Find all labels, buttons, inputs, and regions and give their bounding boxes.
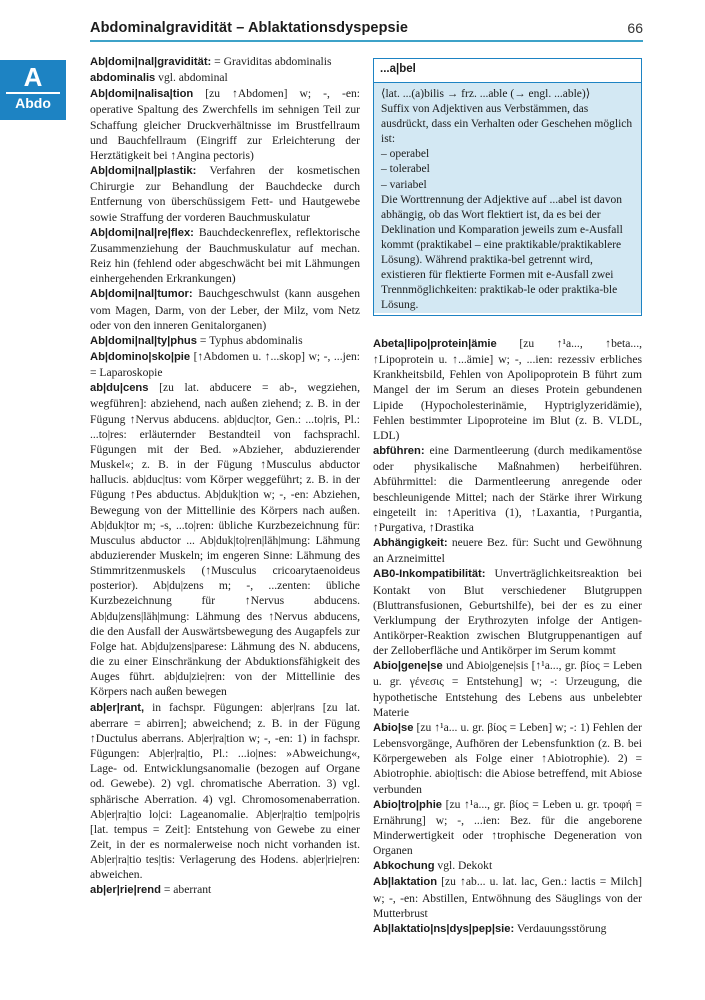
alphabet-thumb-index[interactable] bbox=[0, 60, 66, 120]
page-header bbox=[90, 14, 643, 40]
entry-definition: = Graviditas abdominalis bbox=[211, 55, 332, 68]
entry-headword: Abio|gene|se bbox=[373, 660, 443, 673]
dictionary-entry bbox=[373, 443, 642, 535]
entry-definition: Unverträglichkeitsreaktion bei Kontakt von Blut verschiedener Blutgruppen (Bluttransfusionen, Geburtshilfe), bei der es zu einer Verklumpung der Erythrozyten infolge der Antigen-Antikörper-Reaktion zwischen Blutgruppenantigen auf der Zelloberfläche und Antikörper im Serum kommt bbox=[373, 567, 642, 658]
entry-definition: [↑Abdomen u. ↑...skop] w; -, ...jen: = Laparoskopie bbox=[90, 349, 360, 380]
info-box-line: – variabel bbox=[381, 178, 427, 191]
info-box-line: ⟨lat. ...(a)bilis → frz. ...able (→ engl. ...able)⟩ bbox=[381, 88, 591, 100]
page-title: Abdominalgravidität – Ablaktationsdyspepsie bbox=[90, 20, 408, 36]
dictionary-entry bbox=[90, 225, 360, 287]
info-box-line: – tolerabel bbox=[381, 163, 430, 176]
entry-definition: Verfahren der kosmetischen Chirurgie zur Behandlung der Bauchdecke durch Entfernung von überschüssigem Fett- und Hautgewebe sowie Straffung der vorderen Bauchmuskulatur bbox=[90, 164, 360, 224]
dictionary-entry bbox=[373, 658, 642, 720]
header-divider bbox=[90, 40, 643, 42]
entry-definition: [zu lat. abducere = ab-, wegziehen, wegführen]: abziehend, nach außen ziehend; z. B. in der Fügung ↑Nervus abducens. ab|duc|tor, Gen.: ...to|ris, Pl.: ...to|res: erläuternder Bestandteil von fachsprachl. Fügungen mit der Bed. »Abzieher, abduzierender Muskel«; z. B. in der Fügung ↑Musculus abductor hallucis. ab|duc|tus: vom Körper weggeführt; z. B. in der Fügung ↑Pes abductus. Ab|duk|tion w; -, -en: Abziehen, Bewegung von der Mittellinie des Körpers nach außen. Ab|duk|tor m; -s, ...to|ren: übliche Kurzbezeichnung für: Musculus abductor ... Ab|duk|to|ren|läh|mung: Lähmung abduzierender Muskeln; im engeren Sinne: Lähmung des Stimmritzenmuskels (↑Musculus cricoarytaenoideus posterior). Ab|du|zens m; -, ...zenten: übliche Kurzbezeichnung für ↑Nervus abducens. Ab|du|zens|läh|mung: Lähmung des ↑Nervus abducens, die den Ausfall der Auswärtsbewegung des Augapfels zur Folge hat. Ab|du|zens|parese: Lähmung des N. abducens, die zu einer Einschränkung der Abduktionsfähigkeit des Auges führt. ab|du|zie|ren: von der Mittellinie des Körpers nach außen bewegen bbox=[90, 381, 360, 699]
entry-definition: [zu ↑Abdomen] w; -, -en: operative Spaltung des Zwerchfells im sehnigen Teil zur Schaffung gleicher Druckverhältnisse im Brustfellraum und Bauchfellraum (Eingriff zur Erleichterung der Herztätigkeit bei ↑Angina pectoris) bbox=[90, 87, 360, 162]
page-number: 66 bbox=[627, 20, 643, 36]
dictionary-entry bbox=[90, 163, 360, 225]
entry-headword: ab|er|rant, bbox=[90, 701, 145, 714]
dictionary-entry bbox=[90, 700, 360, 883]
entry-headword: Ab|domi|nal|plastik: bbox=[90, 165, 197, 178]
dictionary-entry bbox=[373, 797, 642, 859]
dictionary-entry bbox=[90, 70, 360, 86]
info-box-line: – operabel bbox=[381, 148, 430, 161]
entry-headword: Abkochung bbox=[373, 860, 435, 873]
entry-definition: neuere Bez. für: Sucht und Gewöhnung an Arzneimittel bbox=[373, 536, 642, 566]
entry-definition: [zu ↑¹a..., ↑beta..., ↑Lipoprotein u. ↑...ämie] w; -, ...ien: rezessiv erbliches Krankheitsbild, Fehlen von Apolipoprotein B führt zum Mangel der im Serum an dieses Protein gebundenen Lipide (Hypocholesterinämie, Hyptriglyzeridämie), Fehlen bestimmter Lipoproteine im Blut (z. B. VLDL, LDL) bbox=[373, 337, 642, 442]
info-box-header bbox=[374, 59, 641, 83]
dictionary-entry bbox=[373, 874, 642, 920]
dictionary-entry bbox=[90, 54, 360, 70]
entry-definition: und Abio|gene|sis [↑¹a..., gr. βίος = Leben u. gr. γένεσις = Entstehung] w; -: Urzeugung, die hypothetische Entstehung des Lebens aus unbelebter Materie bbox=[373, 659, 642, 719]
entry-headword: Ab|domino|sko|pie bbox=[90, 350, 191, 363]
info-box-body bbox=[374, 83, 641, 313]
entry-definition: = aberrant bbox=[160, 883, 212, 897]
entry-headword: Abeta|lipo|protein|ämie bbox=[373, 338, 497, 350]
entry-headword: Ab|domi|nal|ty|phus bbox=[90, 334, 197, 347]
entry-headword: abdominalis bbox=[90, 72, 156, 85]
entry-definition: vgl. Dekokt bbox=[434, 859, 493, 873]
entry-headword: Ab|domi|nalisa|tion bbox=[90, 88, 194, 101]
dictionary-entry bbox=[373, 566, 642, 658]
entry-definition: Verdauungsstörung bbox=[514, 921, 607, 935]
dictionary-entry bbox=[90, 349, 360, 380]
dictionary-entry bbox=[90, 86, 360, 163]
entry-headword: Ab|laktatio|ns|dys|pep|sie: bbox=[373, 922, 515, 935]
dictionary-entry bbox=[373, 535, 642, 566]
entry-headword: AB0-Inkompatibilität: bbox=[373, 568, 486, 581]
dictionary-entry bbox=[373, 858, 642, 874]
thumb-letter: A bbox=[23, 62, 43, 92]
info-box-title: ...a|bel bbox=[380, 63, 416, 75]
thumb-word: Abdo bbox=[15, 95, 51, 111]
entry-headword: Ab|domi|nal|tumor: bbox=[90, 288, 193, 301]
entry-headword: Abhängigkeit: bbox=[373, 537, 448, 550]
info-box-line: Die Worttrennung der Adjektive auf ...abel ist davon abhängig, ob das Wort flektiert ist, da es bei der Deklination und Komparation jeweils zum e-Ausfall kommt (praktikabel – eine praktikable/praktikablere Lösung). Während praktika-bel getrennt wird, existieren für flektierte Formen mit e-Ausfall zwei Trennmöglichkeiten: praktikab-le oder praktika-ble Lösung. bbox=[381, 193, 623, 312]
entry-headword: Ab|laktation bbox=[373, 876, 438, 889]
entry-headword: Ab|domi|nal|re|flex: bbox=[90, 226, 194, 239]
dictionary-entry bbox=[373, 336, 642, 443]
right-column bbox=[373, 336, 642, 937]
entry-headword: abführen: bbox=[373, 445, 425, 458]
left-column bbox=[90, 54, 360, 899]
dictionary-entry bbox=[373, 921, 642, 937]
dictionary-entry bbox=[90, 286, 360, 332]
entry-headword: Abio|se bbox=[373, 721, 414, 734]
entry-definition: Bauchdeckenreflex, reflektorische Zusammenziehung der Bauchmuskulatur auf mechan. Reiz hin (fehlend oder abgeschwächt bei mit Lähmungen einhergehenden Erkrankungen) bbox=[90, 225, 360, 286]
dictionary-entry bbox=[90, 380, 360, 699]
info-box-line: Suffix von Adjektiven aus Verbstämmen, das ausdrückt, dass ein Verhalten oder Geschehen möglich ist: bbox=[381, 103, 633, 146]
entry-headword: ab|du|cens bbox=[90, 382, 149, 395]
entry-definition: [zu ↑ab... u. lat. lac, Gen.: lactis = Milch] w; -, -en: Abstillen, Entwöhnung des Säuglings von der Mutterbrust bbox=[373, 875, 642, 920]
entry-definition: in fachspr. Fügungen: ab|er|rans [zu lat. aberrare = abirren]; abweichend; z. B. in der Fügung ↑Ductulus aberrans. Ab|er|ra|tion w; -, -en: 1) in fachspr. Fügungen: Ab|er|ra|tio, Pl.: ...io|nes: »Abweichung«, Lage- od. Entwicklungsanomalie (bezogen auf Organe od. Gewebe). 2) vgl. chromatische Aberration. 3) vgl. sphärische Aberration. 4) vgl. Chromosomenaberration. Ab|er|ra|tio lo|ci: Lageanomalie. Ab|er|ra|tio tem|po|ris [lat. tempus = Zeit]: Entstehung von Gewebe zu einer Zeit, in der es normalerweise noch nicht vorhanden ist. Ab|er|ra|tio tes|tis: Verlagerung des Hodens. ab|er|rie|ren: abweichen. bbox=[90, 700, 360, 882]
entry-definition: Bauchgeschwulst (kann ausgehen vom Magen, Darm, von der Leber, der Milz, vom Netz oder von den inneren Genitalorganen) bbox=[90, 287, 360, 332]
dictionary-entry bbox=[373, 720, 642, 797]
entry-headword: ab|er|rie|rend bbox=[90, 884, 161, 897]
entry-definition: vgl. abdominal bbox=[155, 71, 228, 85]
entry-definition: [zu ↑¹a..., gr. βίος = Leben u. gr. τροφή = Ernährung] w; -, ...ien: Bez. für die angeborene Minderwertigkeit oder ↑trophische Degeneration von Organen bbox=[373, 797, 642, 858]
entry-headword: Abio|tro|phie bbox=[373, 798, 443, 811]
thumb-divider bbox=[6, 92, 60, 94]
dictionary-entry bbox=[90, 333, 360, 349]
entry-headword: Ab|domi|nal|gravidität: bbox=[90, 56, 212, 68]
info-box-abel bbox=[373, 58, 642, 316]
entry-definition: eine Darmentleerung (durch medikamentöse oder physikalische Maßnahmen) herbeiführen. Abführmittel: die Darmentleerung anregende oder beschleunigende Mittel; nach der Stärke ihrer Wirkung eingeteilt in: ↑Aperitiva (1), ↑Laxantia, ↑Purgantia, ↑Purgativa, ↑Drastika bbox=[373, 444, 642, 534]
entry-definition: = Typhus abdominalis bbox=[197, 333, 303, 347]
entry-definition: [zu ↑¹a... u. gr. βίος = Leben] w; -: 1) Fehlen der Lebensvorgänge, Aufhören der Lebensfunktion (z. B. bei Körpergeweben als Folge einer ↑Abiotrophie). 2) = Abiotrophie. abio|tisch: die Abiose betreffend, mit Abiose verbunden bbox=[373, 720, 642, 796]
dictionary-entry bbox=[90, 882, 360, 898]
